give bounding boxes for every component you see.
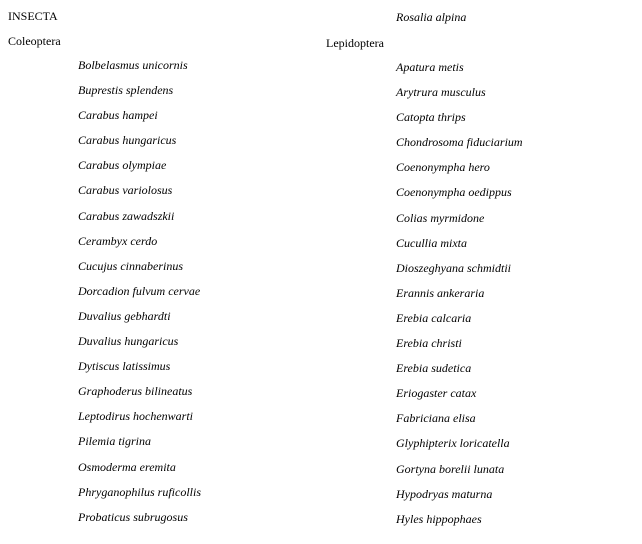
species-item: Hyles hippophaes (396, 511, 482, 526)
species-item: Carabus zawadszkii (78, 208, 175, 223)
class-title: INSECTA (8, 9, 58, 23)
species-item: Hypodryas maturna (396, 486, 493, 501)
continued-species: Rosalia alpina (396, 10, 467, 24)
species-item: Dioszeghyana schmidtii (396, 260, 511, 275)
species-item: Buprestis splendens (78, 83, 174, 98)
order-lepidoptera: Lepidoptera (326, 36, 384, 50)
species-item: Duvalius hungaricus (78, 334, 179, 349)
species-item: Eriogaster catax (396, 386, 477, 401)
species-item: Osmoderma eremita (78, 459, 176, 474)
species-item: Glyphipterix loricatella (396, 436, 510, 451)
species-item: Coenonympha oedippus (396, 185, 512, 200)
species-item: Colias myrmidone (396, 210, 485, 225)
species-item: Apatura metis (396, 60, 464, 74)
species-item: Erebia calcaria (396, 310, 472, 325)
species-item: Erebia sudetica (396, 361, 472, 376)
species-item: Leptodirus hochenwarti (78, 409, 194, 424)
species-item: Cucujus cinnaberinus (78, 258, 183, 273)
species-item: Cerambyx cerdo (78, 233, 158, 248)
species-item: Carabus hungaricus (78, 133, 177, 148)
coleoptera-species-list (78, 58, 201, 535)
species-item: Phryganophilus ruficollis (78, 484, 201, 499)
lepidoptera-species-list (396, 60, 523, 537)
order-coleoptera: Coleoptera (8, 34, 61, 48)
species-item: Carabus variolosus (78, 183, 173, 198)
species-item: Pilemia tigrina (78, 434, 151, 449)
species-item: Chondrosoma fiduciarium (396, 135, 523, 150)
species-item: Gortyna borelii lunata (396, 461, 505, 476)
species-item: Probaticus subrugosus (78, 509, 188, 524)
species-item: Cucullia mixta (396, 235, 467, 250)
species-item: Carabus hampei (78, 108, 158, 123)
species-item: Catopta thrips (396, 110, 466, 125)
species-item: Erebia christi (396, 336, 462, 351)
species-item: Duvalius gebhardti (78, 308, 171, 323)
species-item: Bolbelasmus unicornis (78, 58, 188, 72)
species-item: Dorcadion fulvum cervae (78, 283, 201, 298)
species-item: Coenonympha hero (396, 160, 490, 175)
species-item: Fabriciana elisa (396, 411, 476, 426)
species-item: Dytiscus latissimus (78, 359, 171, 374)
species-item: Carabus olympiae (78, 158, 167, 173)
species-item: Graphoderus bilineatus (78, 384, 193, 399)
species-item: Arytrura musculus (396, 85, 486, 100)
species-item: Erannis ankeraria (396, 285, 485, 300)
